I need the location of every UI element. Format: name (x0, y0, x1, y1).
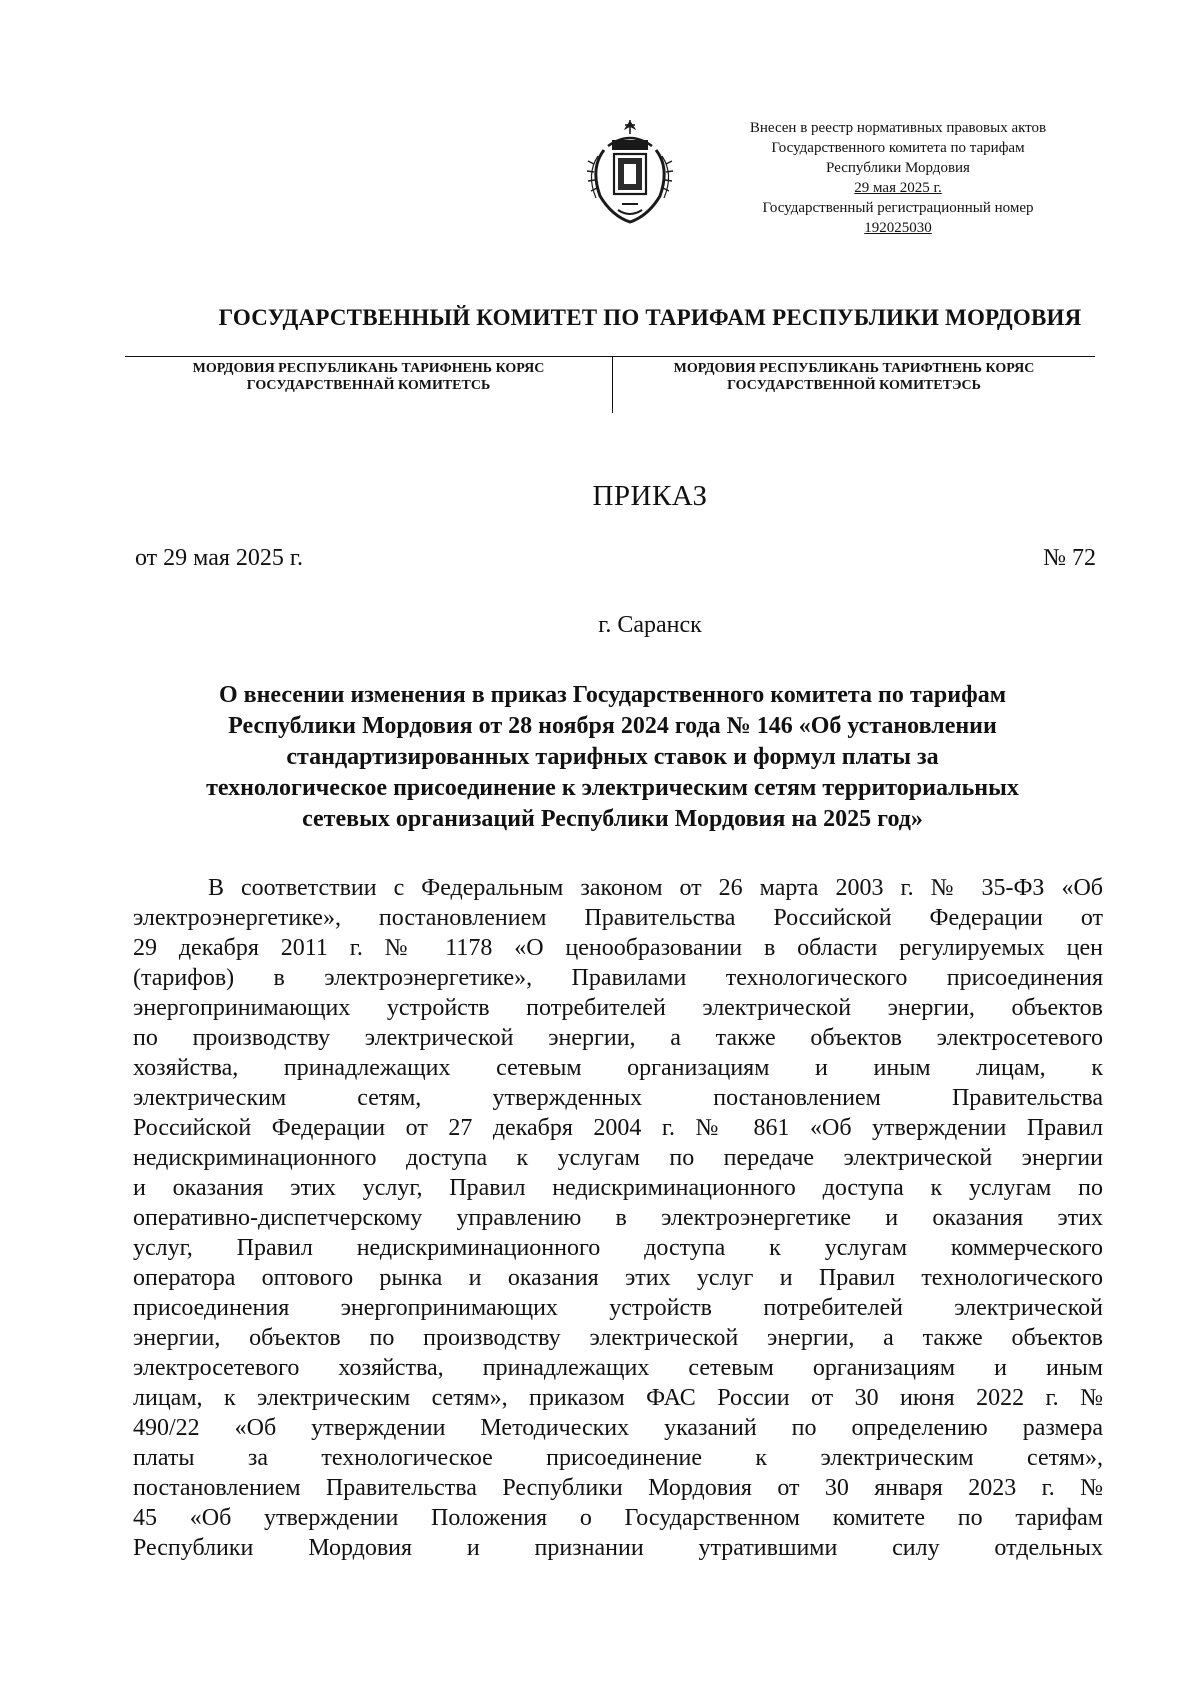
body-line: 45 «Об утверждении Положения о Государственном комитете по тарифам (133, 1505, 1103, 1531)
document-city: г. Саранск (598, 612, 702, 638)
document-type: ПРИКАЗ (592, 480, 708, 512)
body-line: услуг, Правил недискриминационного доступа к услугам коммерческого (133, 1235, 1103, 1261)
organization-name-moksha (125, 360, 612, 394)
registry-date: 29 мая 2025 г. (854, 180, 942, 196)
registry-line-3: Республики Мордовия (826, 160, 970, 176)
body-line: электросетевого хозяйства, принадлежащих сетевым организациям и иным (133, 1355, 1103, 1381)
title-line: технологическое присоединение к электрическим сетям территориальных (206, 775, 1019, 801)
body-line: недискриминационного доступа к услугам по передаче электрической энергии (133, 1145, 1103, 1171)
title-line: О внесении изменения в приказ Государственного комитета по тарифам (218, 682, 1007, 708)
moksha-line-1: МОРДОВИЯ РЕСПУБЛИКАНЬ ТАРИФНЕНЬ КОРЯС (192, 361, 545, 376)
body-line: платы за технологическое присоединение к электрическим сетям», (133, 1445, 1103, 1471)
registry-line-1: Внесен в реестр нормативных правовых актов (749, 120, 1047, 136)
body-line: В соответствии с Федеральным законом от 26 марта 2003 г. № 35-ФЗ «Об (208, 875, 1103, 901)
coat-of-arms-emblem (578, 118, 682, 226)
moksha-line-2: ГОСУДАРСТВЕННАЙ КОМИТЕТСЬ (246, 378, 491, 393)
organization-title: ГОСУДАРСТВЕННЫЙ КОМИТЕТ ПО ТАРИФАМ РЕСПУБЛИКИ МОРДОВИЯ (218, 305, 1082, 330)
header-divider (125, 356, 1095, 357)
body-line: оператора оптового рынка и оказания этих услуг и Правил технологического (133, 1265, 1103, 1291)
body-line: присоединения энергопринимающих устройств потребителей электрической (133, 1295, 1103, 1321)
document-body (133, 873, 1103, 1563)
body-line: постановлением Правительства Республики Мордовия от 30 января 2023 г. № (133, 1475, 1103, 1501)
registry-number: 192025030 (864, 220, 932, 236)
body-line: хозяйства, принадлежащих сетевым организациям и иным лицам, к (133, 1055, 1103, 1081)
body-line: 29 декабря 2011 г. № 1178 «О ценообразовании в области регулируемых цен (133, 935, 1103, 961)
document-number: № 72 (1043, 545, 1096, 571)
registry-line-5: Государственный регистрационный номер (762, 200, 1034, 216)
title-line: сетевых организаций Республики Мордовия на 2025 год» (302, 806, 923, 832)
document-date: от 29 мая 2025 г. (135, 545, 304, 571)
document-title (125, 680, 1100, 835)
organization-name-erzya (613, 360, 1095, 394)
title-line: Республики Мордовия от 28 ноября 2024 года № 146 «Об установлении (228, 713, 997, 739)
registry-line-2: Государственного комитета по тарифам (771, 140, 1025, 156)
erzya-line-1: МОРДОВИЯ РЕСПУБЛИКАНЬ ТАРИФТНЕНЬ КОРЯС (673, 361, 1035, 376)
body-line: электроэнергетике», постановлением Правительства Российской Федерации от (133, 905, 1103, 931)
erzya-line-2: ГОСУДАРСТВЕННОЙ КОМИТЕТЭСЬ (727, 378, 981, 393)
registry-note (698, 118, 1098, 238)
body-line: (тарифов) в электроэнергетике», Правилами технологического присоединения (133, 965, 1103, 991)
body-line: Республики Мордовия и признании утратившими силу отдельных (133, 1535, 1103, 1561)
body-line: энергопринимающих устройств потребителей электрической энергии, объектов (133, 995, 1103, 1021)
body-line: энергии, объектов по производству электрической энергии, а также объектов (133, 1325, 1103, 1351)
body-line: Российской Федерации от 27 декабря 2004 г. № 861 «Об утверждении Правил (133, 1115, 1103, 1141)
body-line: электрическим сетям, утвержденных постановлением Правительства (133, 1085, 1103, 1111)
body-line: оперативно-диспетчерскому управлению в электроэнергетике и оказания этих (133, 1205, 1103, 1231)
body-line: по производству электрической энергии, а также объектов электросетевого (133, 1025, 1103, 1051)
body-line: 490/22 «Об утверждении Методических указаний по определению размера (133, 1415, 1103, 1441)
title-line: стандартизированных тарифных ставок и формул платы за (286, 744, 939, 770)
body-line: и оказания этих услуг, Правил недискриминационного доступа к услугам по (133, 1175, 1103, 1201)
body-line: лицам, к электрическим сетям», приказом ФАС России от 30 июня 2022 г. № (133, 1385, 1103, 1411)
